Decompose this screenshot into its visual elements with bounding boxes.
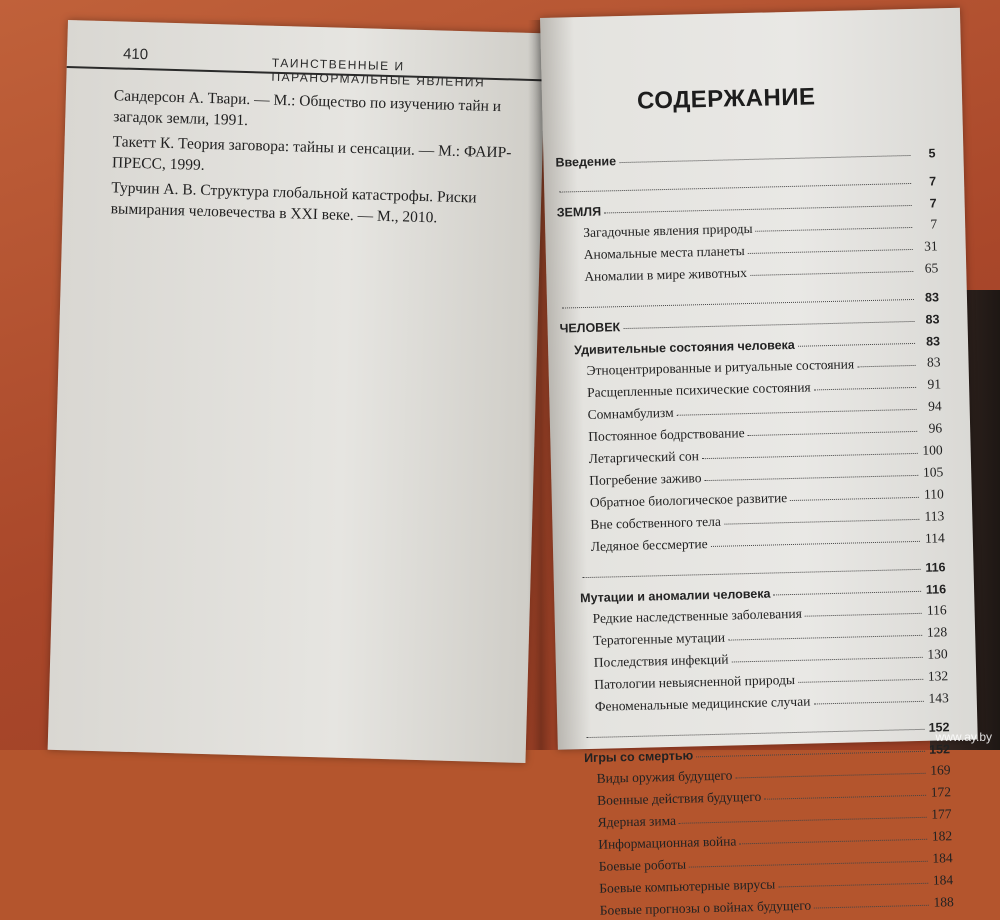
toc-page: 188 [933, 894, 954, 910]
toc-label: Боевые прогнозы о войнах будущего [599, 897, 812, 918]
watermark: www.ay.by [935, 730, 992, 744]
toc-label: Ядерная зима [597, 812, 677, 830]
toc-label: Этноцентрированные и ритуальные состояния [586, 356, 855, 378]
leader-dots [813, 701, 923, 705]
toc-label: Обратное биологическое развитие [589, 490, 788, 510]
toc-label: Патологии невыясненной природы [594, 671, 796, 692]
leader-dots [857, 365, 915, 367]
table-of-contents [555, 138, 954, 919]
leader-dots [764, 795, 926, 800]
toc-label: Расщепленные психические состояния [586, 379, 811, 400]
toc-label: Боевые роботы [598, 856, 687, 874]
running-head: ТАИНСТВЕННЫЕ И ПАРАНОРМАЛЬНЫЕ ЯВЛЕНИЯ [271, 55, 486, 90]
toc-label: Загадочные явления природы [583, 220, 753, 241]
reference-item: Турчин А. В. Структура глобальной катастрофы. Риски вымирания человечества в XXI веке. — М., 2010. [110, 179, 477, 227]
toc-label: Сомнамбулизм [587, 404, 674, 422]
leader-dots [689, 861, 928, 868]
toc-label: Ледяное бессмертие [590, 536, 708, 554]
toc-label: Введение [555, 154, 617, 170]
toc-label: ЧЕЛОВЕК [559, 320, 621, 336]
toc-page: 169 [930, 762, 951, 778]
toc-label: Игры со смертью [583, 748, 694, 766]
leader-dots [728, 635, 922, 641]
leader-dots [724, 519, 919, 525]
leader-dots [739, 839, 927, 845]
leader-dots [774, 591, 922, 596]
toc-page: 83 [926, 354, 941, 370]
leader-dots [748, 431, 918, 436]
toc-page: 182 [931, 828, 953, 844]
page-number: 410 [122, 45, 149, 64]
toc-page: 110 [923, 486, 944, 502]
leader-dots [750, 271, 913, 276]
toc-title: СОДЕРЖАНИЕ [636, 83, 816, 115]
toc-label: Летаргический сон [588, 448, 700, 466]
toc-page: 65 [924, 260, 939, 276]
toc-page: 113 [924, 508, 945, 524]
leader-dots [805, 613, 922, 617]
leader-dots [702, 453, 918, 459]
toc-page: 94 [927, 398, 942, 414]
toc-page: 7 [930, 216, 938, 232]
leader-dots [705, 475, 919, 481]
reference-item: Такетт К. Теория заговора: тайны и сенсации. — М.: ФАИР-ПРЕСС, 1999. [111, 133, 512, 174]
toc-label: Аномалии в мире животных [584, 265, 748, 284]
toc-page: 83 [925, 334, 941, 349]
leader-dots [790, 497, 919, 501]
reference-list [110, 85, 534, 235]
leader-dots [732, 657, 923, 663]
toc-page: 7 [929, 196, 937, 211]
toc-label: Погребение заживо [589, 470, 702, 488]
toc-label: ЗЕМЛЯ [556, 204, 602, 220]
toc-entry [555, 138, 935, 169]
leader-dots [696, 751, 925, 758]
leader-dots [748, 249, 913, 254]
toc-page: 91 [927, 376, 942, 392]
toc-page: 152 [928, 720, 950, 735]
leader-dots [619, 155, 910, 163]
toc-page: 105 [922, 464, 944, 480]
toc-page: 116 [925, 582, 947, 597]
toc-page: 114 [924, 530, 946, 546]
toc-page: 143 [928, 690, 949, 706]
toc-label: Военные действия будущего [596, 788, 762, 808]
leader-dots [756, 227, 913, 232]
toc-page: 116 [925, 560, 946, 575]
toc-page: 5 [928, 146, 936, 161]
toc-label: Постоянное бодрствование [588, 425, 745, 444]
leader-dots [735, 773, 925, 779]
toc-page: 152 [928, 742, 951, 757]
left-page [48, 20, 546, 763]
toc-label: Вне собственного тела [590, 513, 722, 532]
leader-dots [814, 905, 929, 909]
toc-page: 31 [924, 238, 938, 254]
toc-page: 130 [927, 646, 948, 662]
toc-label: Боевые компьютерные вирусы [599, 876, 776, 896]
toc-label: Тератогенные мутации [593, 629, 726, 648]
toc-page: 7 [928, 174, 937, 189]
toc-label: Удивительные состояния человека [573, 337, 795, 358]
leader-dots [798, 343, 915, 347]
toc-label: Информационная война [598, 833, 737, 852]
toc-page: 83 [924, 290, 940, 305]
toc-page: 96 [928, 420, 943, 436]
toc-page: 116 [926, 602, 947, 618]
reference-item: Сандерсон А. Твари. — М.: Общество по изучению тайн и загадок земли, 1991. [113, 87, 502, 130]
toc-page: 172 [930, 784, 952, 800]
leader-dots [798, 679, 923, 683]
toc-label: Виды оружия будущего [596, 767, 733, 786]
toc-label: Мутации и аномалии человека [580, 586, 771, 606]
toc-label: Редкие наследственные заболевания [592, 605, 803, 626]
toc-label: Феноменальные медицинские случаи [594, 693, 811, 714]
toc-label: Аномальные места планеты [583, 243, 745, 262]
toc-page: 177 [931, 806, 952, 822]
toc-page: 132 [927, 668, 949, 684]
toc-page: 128 [926, 624, 948, 640]
toc-page: 83 [925, 312, 940, 327]
leader-dots [711, 541, 920, 547]
leader-dots [677, 409, 917, 416]
leader-dots [814, 387, 916, 391]
toc-page: 184 [932, 872, 954, 888]
toc-label: Последствия инфекций [593, 651, 729, 670]
toc-page: 100 [922, 442, 943, 458]
right-page [540, 8, 978, 918]
toc-page: 184 [932, 850, 953, 866]
leader-dots [778, 883, 928, 888]
